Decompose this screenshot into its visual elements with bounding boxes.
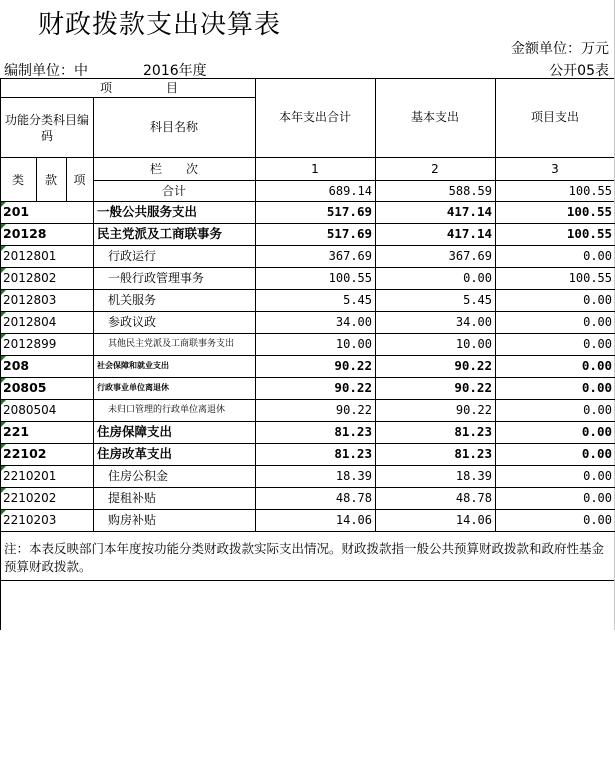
row-project: 100.55 bbox=[566, 226, 612, 241]
row-subject-name: 其他民主党派及工商联事务支出 bbox=[108, 339, 235, 349]
row-basic: 367.69 bbox=[448, 249, 492, 263]
row-subject-name: 社会保障和就业支出 bbox=[97, 361, 169, 370]
row-total: 48.78 bbox=[335, 491, 372, 505]
row-subject-name: 住房保障支出 bbox=[97, 424, 173, 439]
table-number: 公开05表 bbox=[549, 63, 609, 79]
row-basic: 0.00 bbox=[463, 271, 492, 285]
header-project: 项目支出 bbox=[530, 110, 579, 124]
row-basic: 34.00 bbox=[455, 315, 492, 329]
row-project: 0.00 bbox=[581, 446, 612, 461]
header-lan-ci: 栏 次 bbox=[149, 162, 198, 176]
row-project: 100.55 bbox=[568, 271, 612, 285]
row-project: 0.00 bbox=[581, 424, 612, 439]
header-lei: 类 bbox=[11, 173, 24, 187]
row-code: 221 bbox=[3, 424, 30, 439]
row-subject-name: 住房改革支出 bbox=[97, 446, 173, 461]
header-subject-name: 科目名称 bbox=[149, 120, 198, 134]
row-code: 2210203 bbox=[3, 513, 57, 527]
row-code: 2012899 bbox=[3, 337, 57, 351]
report-title: 财政拨款支出决算表 bbox=[38, 10, 282, 40]
row-subject-name: 参政议政 bbox=[108, 315, 157, 329]
row-subject-name: 民主党派及工商联事务 bbox=[97, 226, 223, 241]
row-basic: 18.39 bbox=[455, 469, 492, 483]
row-project: 0.00 bbox=[583, 249, 612, 263]
row-basic: 10.00 bbox=[455, 337, 492, 351]
row-code: 201 bbox=[3, 204, 30, 219]
fiscal-year: 2016年度 bbox=[143, 63, 207, 79]
row-subject-name: 机关服务 bbox=[108, 293, 157, 307]
row-code: 208 bbox=[3, 358, 30, 373]
row-basic: 417.14 bbox=[446, 204, 492, 219]
row-code: 22102 bbox=[3, 446, 47, 461]
row-subject-name: 购房补贴 bbox=[108, 513, 157, 527]
total-project: 100.55 bbox=[568, 184, 612, 198]
total-basic: 588.59 bbox=[448, 184, 492, 198]
total-label: 合计 bbox=[161, 184, 186, 198]
row-subject-name: 一般公共服务支出 bbox=[97, 204, 198, 219]
footnote: 注：本表反映部门本年度按功能分类财政拨款实际支出情况。财政拨款指一般公共预算财政拨款和政府性基金预算财政拨款。 bbox=[4, 541, 605, 574]
row-basic: 14.06 bbox=[455, 513, 492, 527]
row-total: 90.22 bbox=[334, 358, 372, 373]
row-project: 0.00 bbox=[583, 337, 612, 351]
row-project: 0.00 bbox=[583, 513, 612, 527]
header-basic: 基本支出 bbox=[410, 110, 459, 124]
row-code: 2012803 bbox=[3, 293, 57, 307]
header-kuan: 款 bbox=[44, 173, 57, 187]
row-subject-name: 提租补贴 bbox=[108, 491, 157, 505]
header-total: 本年支出合计 bbox=[278, 110, 351, 124]
amount-unit: 金额单位：万元 bbox=[511, 41, 609, 57]
row-code: 2012804 bbox=[3, 315, 57, 329]
row-total: 5.45 bbox=[343, 293, 372, 307]
row-total: 14.06 bbox=[335, 513, 372, 527]
row-code: 2012801 bbox=[3, 249, 57, 263]
row-basic: 81.23 bbox=[454, 424, 492, 439]
row-subject-name: 住房公积金 bbox=[108, 469, 169, 483]
row-subject-name: 行政运行 bbox=[108, 249, 157, 263]
row-basic: 90.22 bbox=[454, 380, 492, 395]
row-total: 100.55 bbox=[328, 271, 372, 285]
row-total: 90.22 bbox=[334, 380, 372, 395]
row-code: 2210202 bbox=[3, 491, 57, 505]
row-total: 34.00 bbox=[335, 315, 372, 329]
header-mu: 目 bbox=[166, 81, 179, 95]
row-total: 517.69 bbox=[326, 226, 372, 241]
org-label: 编制单位：中 bbox=[4, 63, 88, 79]
row-total: 10.00 bbox=[335, 337, 372, 351]
row-code: 2210201 bbox=[3, 469, 57, 483]
row-basic: 48.78 bbox=[455, 491, 492, 505]
header-col-2: 2 bbox=[431, 162, 439, 176]
header-xiang-col: 项 bbox=[73, 173, 86, 187]
row-project: 0.00 bbox=[583, 293, 612, 307]
header-col-3: 3 bbox=[551, 162, 559, 176]
header-xiang: 项 bbox=[100, 81, 113, 95]
row-basic: 90.22 bbox=[455, 403, 492, 417]
row-code: 2080504 bbox=[3, 403, 57, 417]
row-subject-name: 行政事业单位离退休 bbox=[97, 383, 169, 392]
header-col-1: 1 bbox=[311, 162, 319, 176]
row-total: 18.39 bbox=[335, 469, 372, 483]
row-project: 0.00 bbox=[583, 491, 612, 505]
row-basic: 81.23 bbox=[454, 446, 492, 461]
row-subject-name: 一般行政管理事务 bbox=[108, 271, 205, 285]
row-project: 100.55 bbox=[566, 204, 612, 219]
header-func-code: 功能分类科目编码 bbox=[4, 113, 89, 143]
row-project: 0.00 bbox=[581, 380, 612, 395]
row-basic: 417.14 bbox=[446, 226, 492, 241]
row-project: 0.00 bbox=[583, 469, 612, 483]
row-code: 20128 bbox=[3, 226, 47, 241]
row-code: 2012802 bbox=[3, 271, 57, 285]
row-project: 0.00 bbox=[583, 315, 612, 329]
row-basic: 5.45 bbox=[463, 293, 492, 307]
row-basic: 90.22 bbox=[454, 358, 492, 373]
row-total: 517.69 bbox=[326, 204, 372, 219]
row-total: 367.69 bbox=[328, 249, 372, 263]
row-total: 81.23 bbox=[334, 446, 372, 461]
row-project: 0.00 bbox=[583, 403, 612, 417]
row-total: 90.22 bbox=[335, 403, 372, 417]
total-sum: 689.14 bbox=[328, 184, 372, 198]
row-code: 20805 bbox=[3, 380, 47, 395]
row-subject-name: 未归口管理的行政单位离退休 bbox=[108, 405, 226, 415]
row-project: 0.00 bbox=[581, 358, 612, 373]
row-total: 81.23 bbox=[334, 424, 372, 439]
